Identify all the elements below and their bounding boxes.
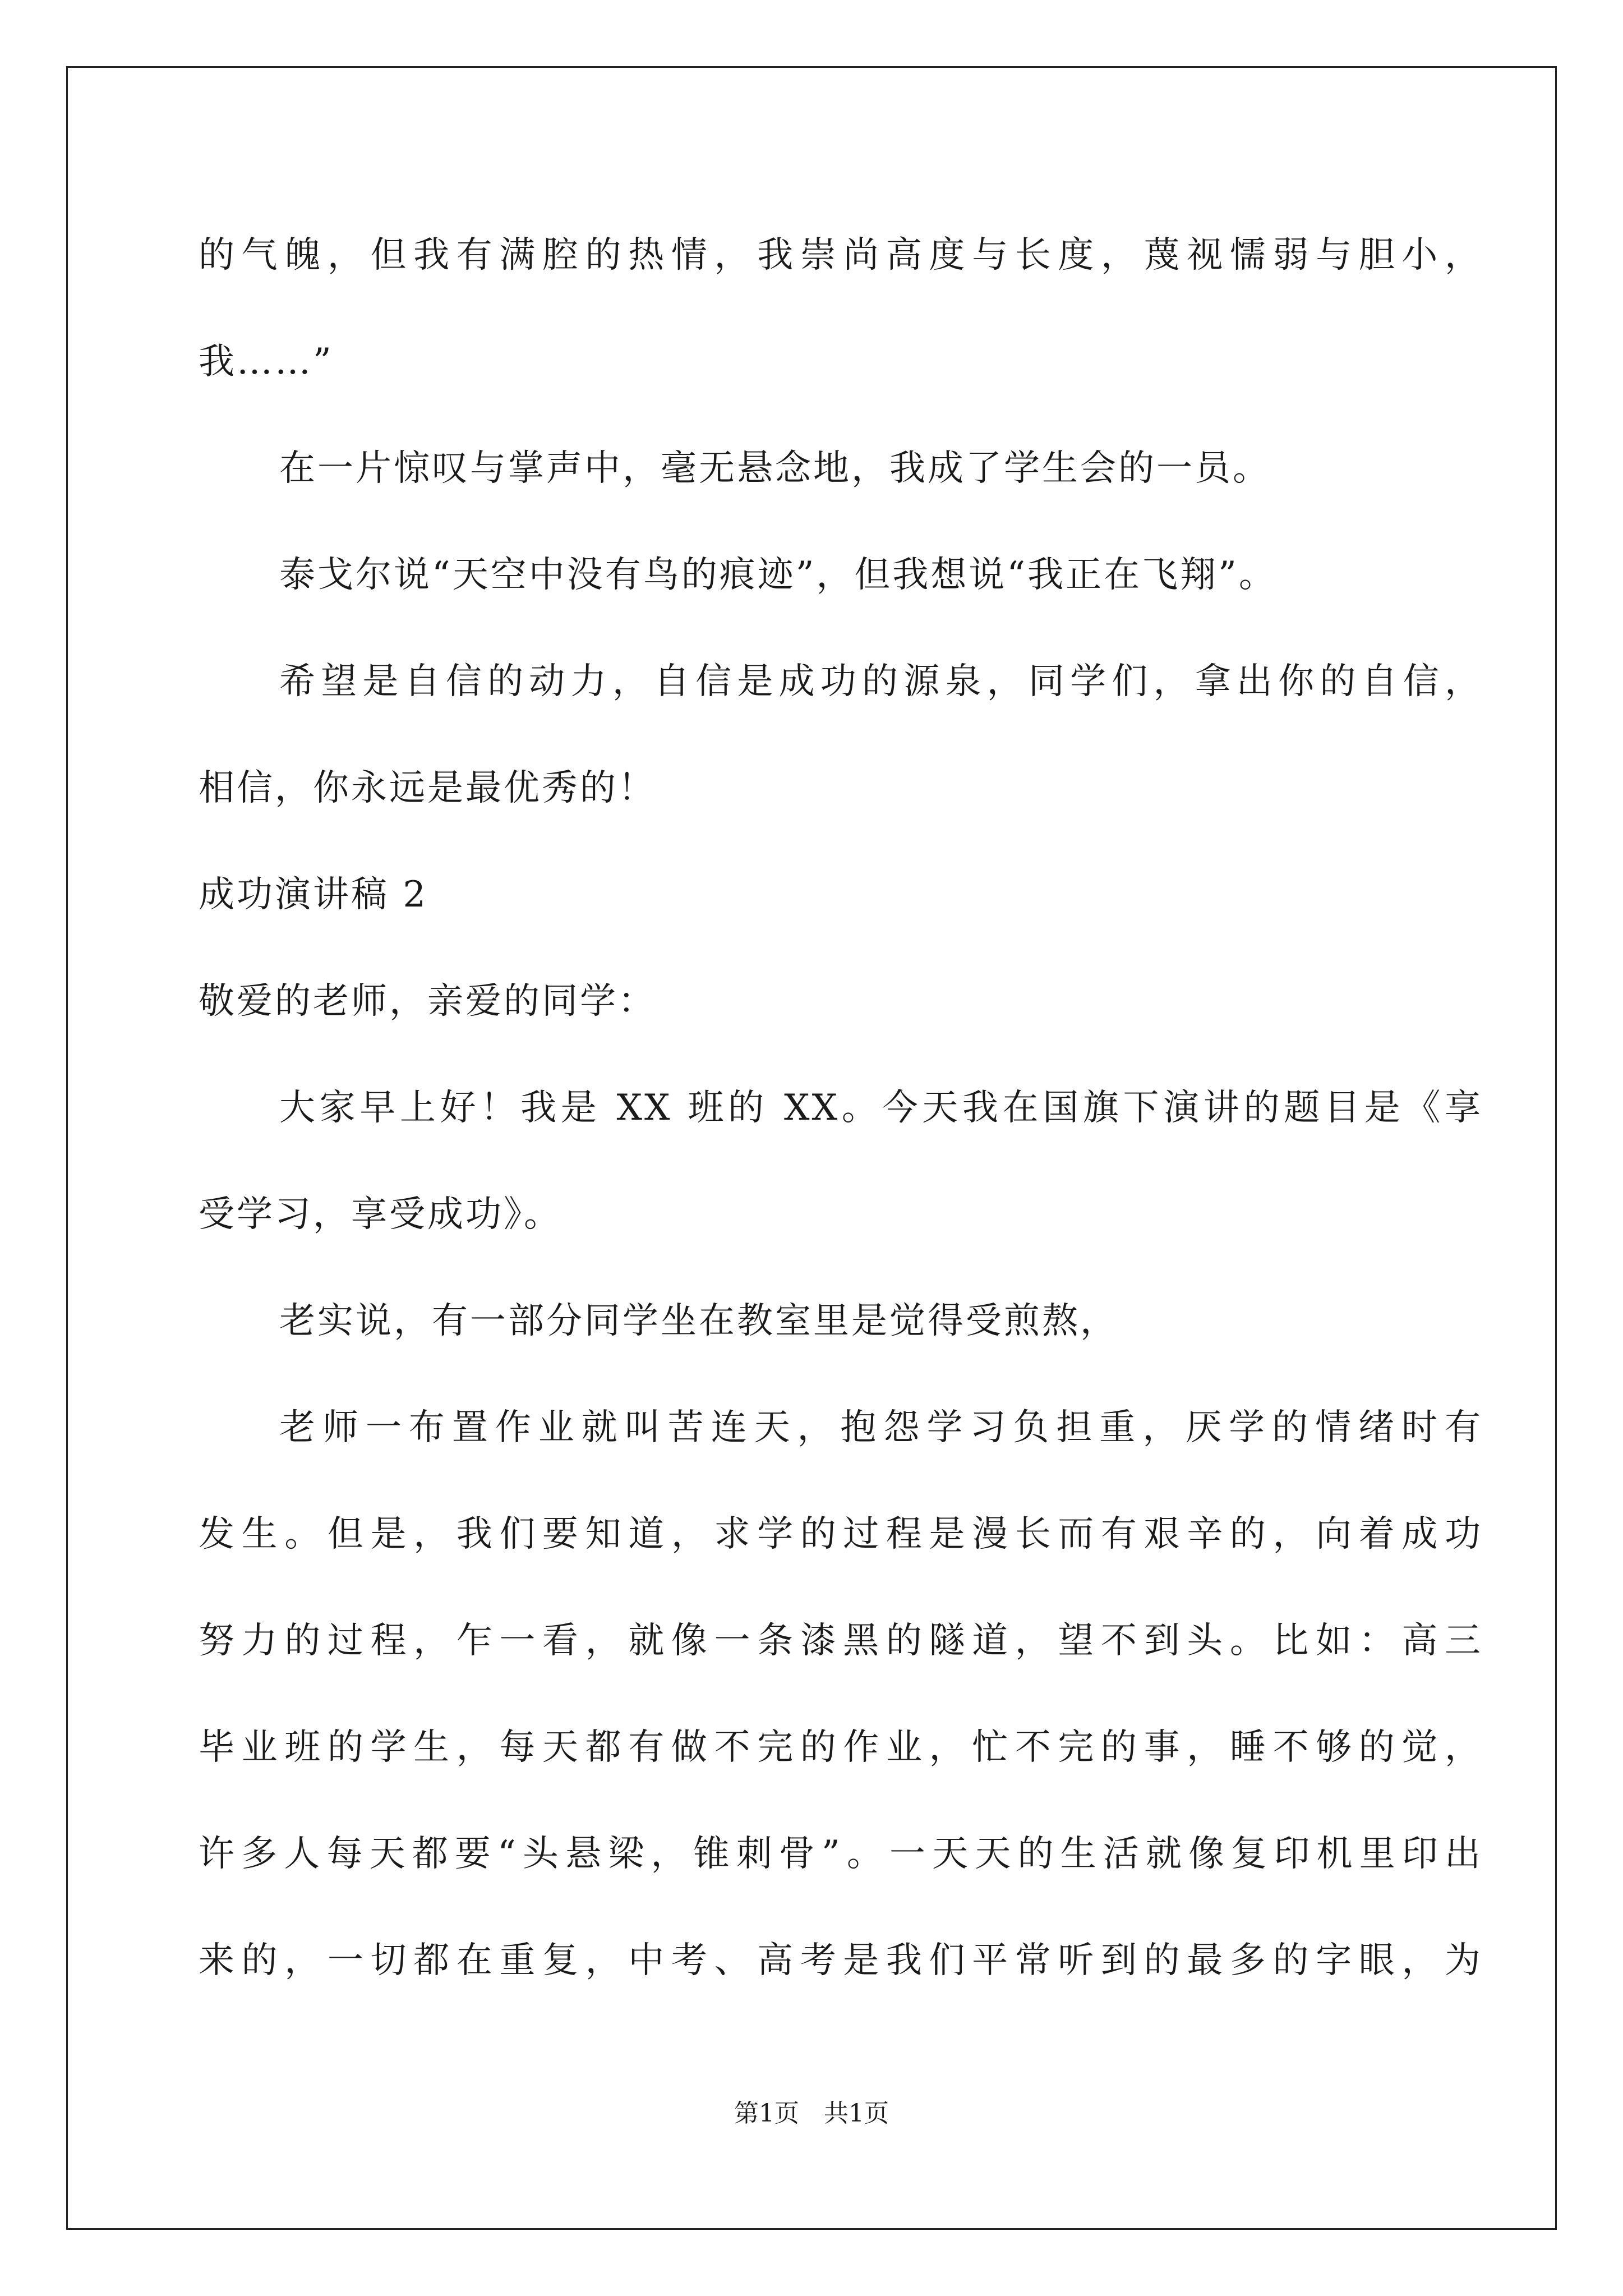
document-body	[199, 202, 1483, 2014]
page-footer: 第1页 共1页	[734, 2099, 889, 2128]
paragraph-line: 我……”	[199, 341, 334, 383]
paragraph-line: 老师一布置作业就叫苦连天，抱怨学习负担重，厌学的情绪时有	[279, 1407, 1483, 1448]
paragraph-line: 希望是自信的动力，自信是成功的源泉，同学们，拿出你的自信，	[279, 661, 1483, 702]
paragraph-line: 发生。但是，我们要知道，求学的过程是漫长而有艰辛的，向着成功	[199, 1513, 1483, 1555]
paragraph-line: 许多人每天都要“头悬梁，锥刺骨”。一天天的生活就像复印机里印出	[199, 1833, 1483, 1875]
paragraph-line: 毕业班的学生，每天都有做不完的作业，忙不完的事，睡不够的觉，	[199, 1727, 1483, 1768]
paragraph-line: 在一片惊叹与掌声中，毫无悬念地，我成了学生会的一员。	[279, 448, 1271, 489]
paragraph-line: 大家早上好！我是 XX 班的 XX。今天我在国旗下演讲的题目是《享	[279, 1087, 1483, 1129]
section-heading: 成功演讲稿 2	[199, 874, 428, 915]
paragraph-line: 的气魄，但我有满腔的热情，我崇尚高度与长度，蔑视懦弱与胆小，	[199, 234, 1483, 276]
paragraph-line: 相信，你永远是最优秀的！	[199, 767, 656, 809]
paragraph-line: 来的，一切都在重复，中考、高考是我们平常听到的最多的字眼，为	[199, 1940, 1483, 1981]
paragraph-line: 老实说，有一部分同学坐在教室里是觉得受煎熬，	[279, 1300, 1118, 1342]
salutation: 敬爱的老师，亲爱的同学：	[199, 981, 656, 1022]
paragraph-line: 泰戈尔说“天空中没有鸟的痕迹”，但我想说“我正在飞翔”。	[279, 554, 1277, 596]
paragraph-line: 努力的过程，乍一看，就像一条漆黑的隧道，望不到头。比如：高三	[199, 1620, 1483, 1662]
paragraph-line: 受学习，享受成功》。	[199, 1194, 562, 1235]
